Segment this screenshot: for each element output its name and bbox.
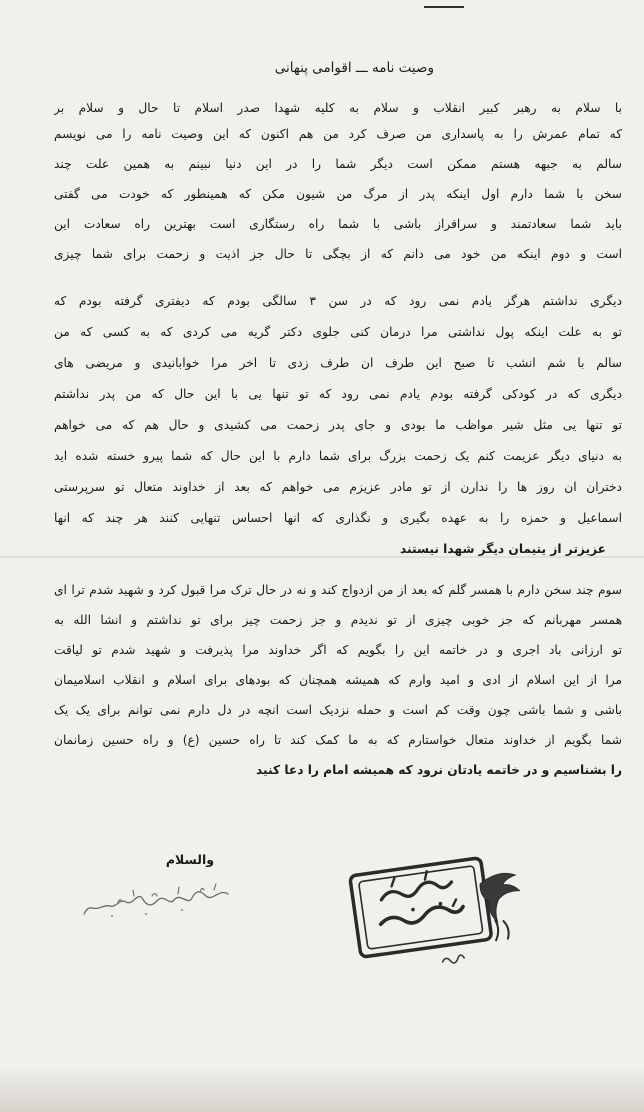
text-line: همسر مهربانم که جز خوبی چیزی از تو ندیدم و جز زحمت چیز برای تو نداشتم و انشا الله به bbox=[54, 613, 622, 627]
text-line: تو به علت اینکه پول نداشتی مرا درمان کنی جلوی دکتر گریه می کردی که به کسی که من bbox=[54, 325, 622, 339]
text-line: سالم با شم انشب تا صبح این طرف ان طرف زدی تا اخر مرا خوابانیدی و مریضی های bbox=[54, 356, 622, 370]
text-line: سخن با شما دارم اول اینکه پدر از مرگ من شیون مکن که همینطور که خودت می گفتی bbox=[54, 187, 622, 201]
official-stamp bbox=[344, 850, 534, 980]
text-line: دیگری که در کودکی گرفته بودم یادم نمی رود که تو تنها یی با این حال که من پدر نداشتم bbox=[54, 387, 622, 401]
text-line: باشی و شما باشی چون وقت کم است و حمله نزدیک است انچه در دل دارم نمی توانم برای یک یک bbox=[54, 703, 622, 717]
text-line: است و دوم اینکه من خود می دانم که از بچگی تا حال جز اذیت و زحمت برای شما چیزی bbox=[54, 247, 622, 261]
text-line: باید شما سعادتمند و سرافراز باشی با شما راه رستگاری است بهترین راه سعادت این bbox=[54, 217, 622, 231]
top-edge-mark bbox=[424, 0, 464, 8]
text-line: شما بگویم از خداوند متعال خواستارم که به ما کمک کند تا راه حسین (ع) و راه حسین زمانمان bbox=[54, 733, 622, 747]
letter-body bbox=[54, 97, 622, 785]
handwritten-note bbox=[82, 880, 232, 940]
text-line: دیگری نداشتم هرگز یادم نمی رود که در سن ۳ سالگی بودم که دیفتری گرفته بودم که bbox=[54, 294, 622, 308]
text-line: با سلام به رهبر کبیر انقلاب و سلام به کلیه شهدا صدر اسلام تا حال و سلام بر bbox=[54, 101, 622, 115]
document-heading: وصیت نامه ـــ اقوامی پنهانی bbox=[274, 60, 434, 76]
text-line: که تمام عمرش را به پاسداری من صرف کرد من هم اکنون که این وصیت نامه را می نویسم bbox=[54, 127, 622, 141]
text-line: تو ارزانی باد اجری و در خاتمه این را بگویم که اگر خداوند مرا پذیرفت و شهید شدم تو لیاقت bbox=[54, 643, 622, 657]
paragraph-2 bbox=[54, 286, 622, 565]
paragraph-3 bbox=[54, 575, 622, 785]
text-line: تو تنها یی مثل شیر مواظب ما بودی و جای پدر زحمت می کشیدی و حال هم که می خواهم bbox=[54, 418, 622, 432]
text-line: دختران ان روز ها را ندارن از تو مادر عزیزم می خواهم که بعد از خداوند متعال تو سرپرستی bbox=[54, 480, 622, 494]
text-line: عزیزتر از یتیمان دیگر شهدا نیستند bbox=[400, 542, 606, 556]
text-line: اسماعیل و حمزه را به عهده بگیری و نگذاری که انها احساس تنهایی کنند هر چند که انها bbox=[54, 511, 622, 525]
text-line: به دنیای دیگر عزیمت کنم یک زحمت بزرگ برای شما دارم با این حال که شما پیرو خسته شده اید bbox=[54, 449, 622, 463]
closing-salutation: والسلام bbox=[165, 852, 214, 867]
bottom-edge-shadow bbox=[0, 1066, 644, 1112]
text-line: سوم چند سخن دارم با همسر گلم که بعد از من ازدواج کند و نه در حال ترک مرا قبول کرد و شهید شدم ترا ای bbox=[54, 583, 622, 597]
text-line: مرا از این اسلام از ادی و امید وارم که همیشه همچنان که بودهای برای اسلام و انقلاب اسلامیمان bbox=[54, 673, 622, 687]
paragraph-1 bbox=[54, 97, 622, 269]
text-line: را بشناسیم و در خاتمه یادتان نرود که همیشه امام را دعا کنید bbox=[256, 763, 622, 777]
text-line: سالم به جبهه هستم ممکن است دیگر شما را در این دنیا نبینم به همین علت چند bbox=[54, 157, 622, 171]
